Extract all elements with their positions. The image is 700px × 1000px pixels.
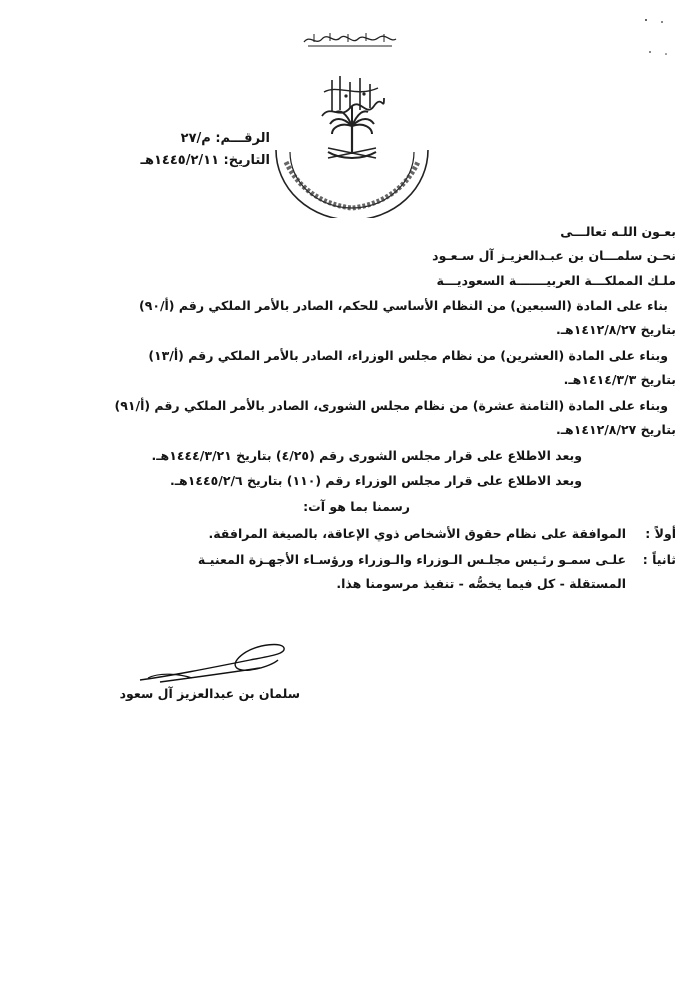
king-name: نحـن سلمـــان بن عبـدالعزيـز آل سـعـود — [432, 248, 676, 263]
scan-specks — [640, 14, 680, 64]
signature-scribble — [100, 638, 300, 718]
ref-number: الرقـــم: م/٢٧ — [180, 131, 270, 146]
paragraph-5: وبعد الاطلاع على قرار مجلس الوزراء رقم (١١٠) بتاريخ ١٤٤٥/٢/٦هـ. — [170, 473, 582, 488]
basmala-icon — [300, 30, 400, 50]
paragraph-3a: وبناء على المادة (الثامنة عشرة) من نظام مجلس الشورى، الصادر بالأمر الملكي رقم (أ/٩١) — [114, 398, 668, 413]
item-2-text-b: المستقلة - كل فيما يخصُّه - تنفيذ مرسومنا هذا. — [336, 576, 626, 591]
reference-block — [140, 128, 270, 172]
item-2-label: ثانياً : — [642, 552, 676, 567]
king-title: ملـك المملكـــة العربيـــــــة السعوديـــة — [436, 273, 676, 288]
item-1-label: أولاً : — [645, 526, 676, 541]
paragraph-4: وبعد الاطلاع على قرار مجلس الشورى رقم (٤/٢٥) بتاريخ ١٤٤٤/٣/٢١هـ. — [151, 448, 582, 463]
paragraph-2a: وبناء على المادة (العشرين) من نظام مجلس الوزراء، الصادر بالأمر الملكي رقم (أ/١٣) — [148, 348, 668, 363]
decree-line: رسمنا بما هو آت: — [303, 499, 410, 514]
item-2-text-a: علـى سمـو رئـيس مجلـس الـوزراء والـوزراء ورؤسـاء الأجهـزة المعنيـة — [197, 552, 626, 567]
paragraph-2b: بتاريخ ١٤١٤/٣/٣هـ. — [563, 372, 676, 387]
header-emblem — [272, 28, 432, 218]
signature-name: سلمان بن عبدالعزيز آل سعود — [119, 686, 300, 701]
ref-date: التاريخ: ١٤٤٥/٢/١١هـ — [140, 153, 270, 168]
paragraph-3b: بتاريخ ١٤١٢/٨/٢٧هـ. — [556, 422, 676, 437]
paragraph-1b: بتاريخ ١٤١٢/٨/٢٧هـ. — [556, 322, 676, 337]
paragraph-1a: بناء على المادة (السبعين) من النظام الأساسي للحكم، الصادر بالأمر الملكي رقم (أ/٩٠) — [138, 298, 668, 313]
kingdom-seal-icon — [272, 96, 432, 218]
item-1-text: الموافقة على نظام حقوق الأشخاص ذوي الإعاقة، بالصيغة المرافقة. — [208, 526, 626, 541]
opening-line: بعـون اللـه تعالـــى — [560, 224, 676, 239]
